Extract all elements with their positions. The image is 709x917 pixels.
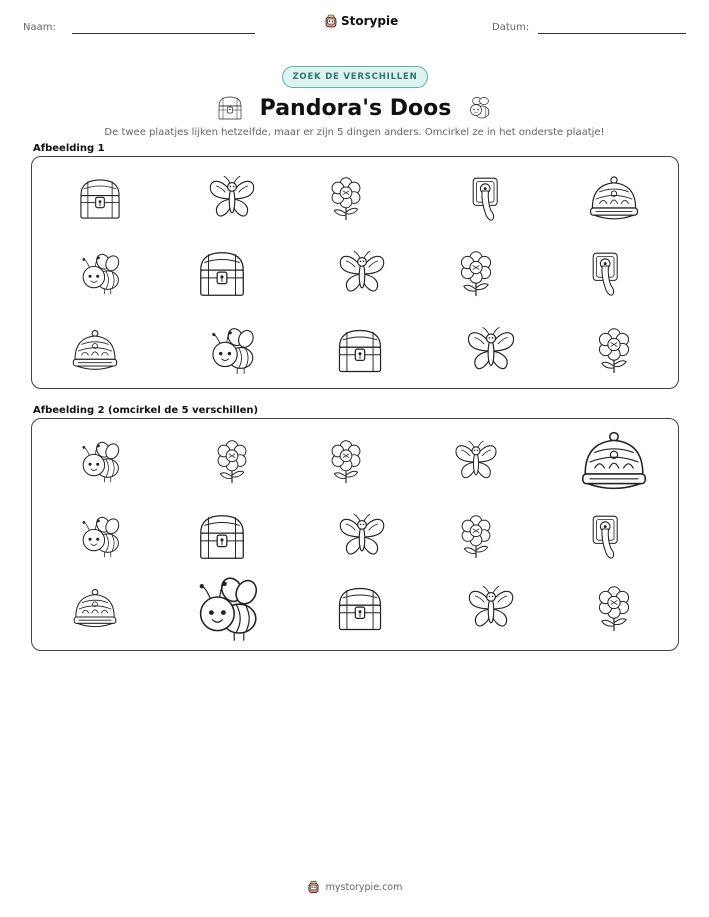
key-lever-icon (582, 250, 630, 298)
jewel-dome-icon (587, 172, 641, 226)
activity-badge: ZOEK DE VERSCHILLEN (282, 66, 428, 88)
name-label: Naam: (23, 22, 56, 33)
bee-icon (77, 251, 123, 297)
flower-icon (210, 440, 254, 484)
flower-icon (324, 177, 368, 221)
picture2-label: Afbeelding 2 (omcirkel de 5 verschillen) (33, 405, 259, 416)
flower-icon (591, 328, 637, 374)
butterfly-icon (336, 511, 388, 563)
bee-icon (206, 325, 258, 377)
footer (0, 880, 709, 894)
flower-icon (453, 251, 499, 297)
bee-icon (77, 439, 123, 485)
treasure-chest-icon (193, 245, 251, 303)
page-title: Pandora's Doos (259, 95, 452, 121)
treasure-chest-icon (332, 323, 388, 379)
flower-icon (591, 586, 637, 632)
butterfly-icon (452, 438, 500, 486)
jewel-dome-icon (578, 426, 650, 498)
butterfly-icon (464, 324, 518, 378)
bee-icon (191, 573, 263, 645)
butterfly-icon (465, 583, 517, 635)
storypie-mascot-icon (324, 14, 338, 28)
treasure-chest-icon (332, 581, 388, 637)
butterfly-icon (206, 173, 258, 225)
picture1-label: Afbeelding 1 (33, 143, 105, 154)
treasure-chest-icon (214, 93, 246, 123)
name-write-line (72, 33, 255, 34)
storypie-logo (324, 14, 398, 28)
key-lever-icon (582, 513, 630, 561)
date-write-line (538, 33, 686, 34)
flower-icon (324, 440, 368, 484)
flower-icon (454, 515, 498, 559)
key-lever-icon (462, 175, 510, 223)
jewel-dome-icon (70, 326, 120, 376)
bee-icon (465, 93, 495, 123)
date-label: Datum: (492, 22, 530, 33)
footer-url: mystorypie.com (325, 881, 403, 893)
instructions: De twee plaatjes lijken hetzelfde, maar er zijn 5 dingen anders. Omcirkel ze in het onderste plaatje! (104, 127, 605, 138)
butterfly-icon (336, 248, 388, 300)
storypie-footer-mascot-icon (307, 880, 320, 894)
jewel-dome-icon (71, 585, 119, 633)
logo-text: Storypie (341, 14, 399, 28)
treasure-chest-icon (74, 173, 126, 225)
treasure-chest-icon (193, 508, 251, 566)
bee-icon (77, 514, 123, 560)
title-row (0, 88, 709, 128)
